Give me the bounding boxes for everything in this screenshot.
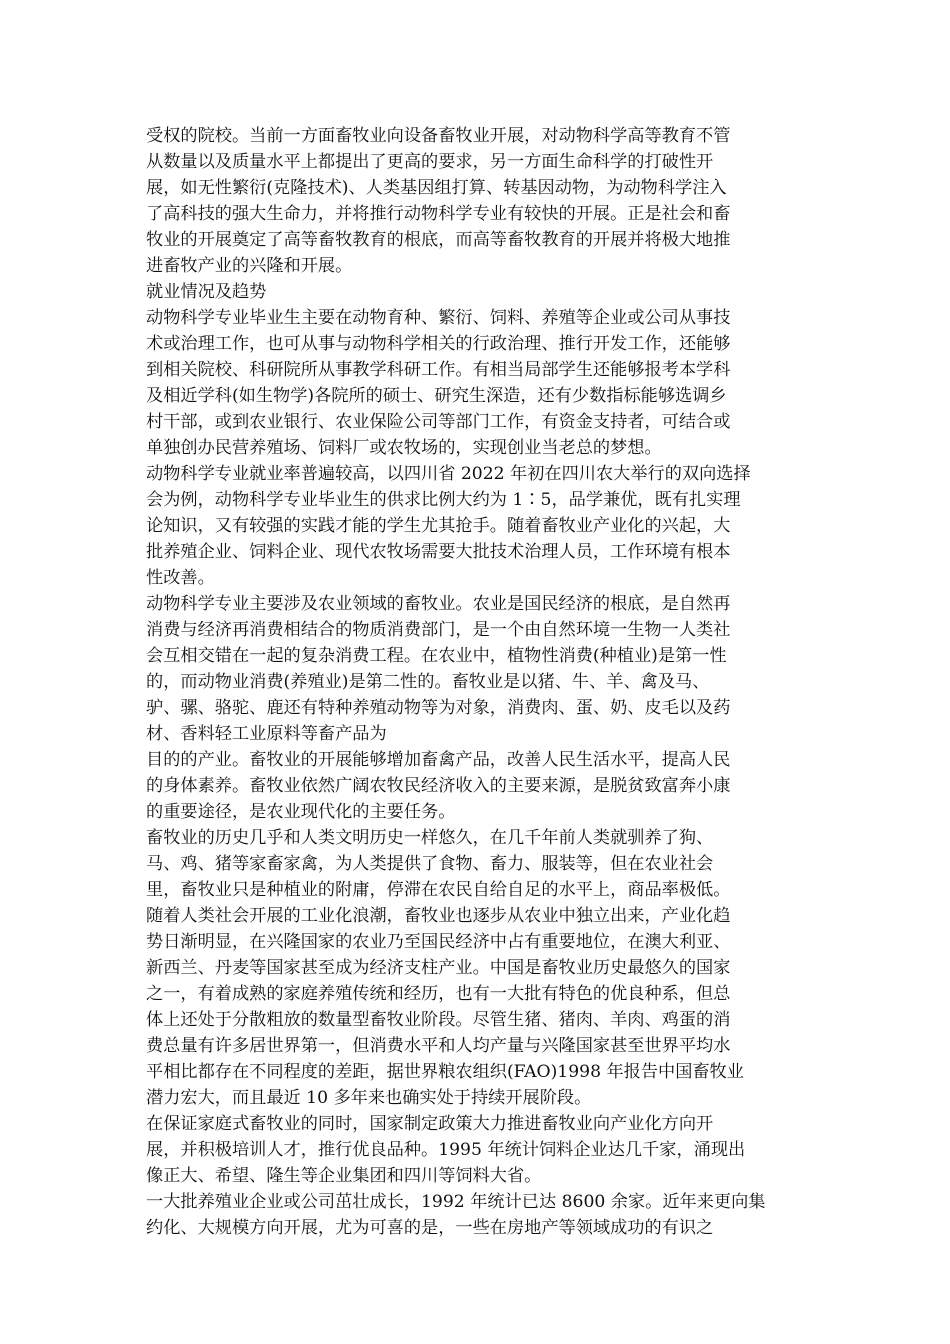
text-line: 的身体素养。畜牧业依然广阔农牧民经济收入的主要来源，是脱贫致富奔小康 — [146, 776, 731, 796]
section-heading: 就业情况及趋势 — [146, 282, 267, 302]
text-line: 马、鸡、猪等家畜家禽，为人类提供了食物、畜力、服装等，但在农业社会 — [146, 854, 714, 874]
text-line: 新西兰、丹麦等国家甚至成为经济支柱产业。中国是畜牧业历史最悠久的国家 — [146, 958, 731, 978]
text-line: 驴、骡、骆驼、鹿还有特种养殖动物等为对象，消费肉、蛋、奶、皮毛以及药 — [146, 698, 731, 718]
text-line: 平相比都存在不同程度的差距，据世界粮农组织(FAO)1998 年报告中国畜牧业 — [146, 1062, 744, 1082]
document-page — [146, 123, 810, 1241]
text-line: 目的的产业。畜牧业的开展能够增加畜禽产品，改善人民生活水平，提高人民 — [146, 750, 731, 770]
text-line: 畜牧业的历史几乎和人类文明历史一样悠久，在几千年前人类就驯养了狗、 — [146, 828, 714, 848]
text-line: 单独创办民营养殖场、饲料厂或农牧场的，实现创业当老总的梦想。 — [146, 438, 662, 458]
text-line: 会为例，动物科学专业毕业生的供求比例大约为 1∶5，品学兼优，既有扎实理 — [146, 490, 741, 510]
text-line: 到相关院校、科研院所从事教学科研工作。有相当局部学生还能够报考本学科 — [146, 360, 731, 380]
text-line: 从数量以及质量水平上都提出了更高的要求，另一方面生命科学的打破性开 — [146, 152, 714, 172]
text-line: 性改善。 — [146, 568, 215, 588]
text-line: 的重要途径，是农业现代化的主要任务。 — [146, 802, 456, 822]
text-line: 材、香料轻工业原料等畜产品为 — [146, 724, 387, 744]
text-line: 消费与经济再消费相结合的物质消费部门，是一个由自然环境一生物一人类社 — [146, 620, 731, 640]
text-line: 受权的院校。当前一方面畜牧业向设备畜牧业开展，对动物科学高等教育不管 — [146, 126, 731, 146]
text-line: 势日渐明显，在兴隆国家的农业乃至国民经济中占有重要地位，在澳大利亚、 — [146, 932, 731, 952]
text-line: 展，如无性繁衍(克隆技术)、人类基因组打算、转基因动物，为动物科学注入 — [146, 178, 727, 198]
text-line: 潜力宏大，而且最近 10 多年来也确实处于持续开展阶段。 — [146, 1088, 592, 1108]
text-line: 村干部，或到农业银行、农业保险公司等部门工作，有资金支持者，可结合或 — [146, 412, 731, 432]
text-line: 术或治理工作，也可从事与动物科学相关的行政治理、推行开发工作，还能够 — [146, 334, 731, 354]
text-line: 展，并积极培训人才，推行优良品种。1995 年统计饲料企业达几千家，涌现出 — [146, 1140, 746, 1160]
text-line: 动物科学专业毕业生主要在动物育种、繁衍、饲料、养殖等企业或公司从事技 — [146, 308, 731, 328]
text-line: 费总量有许多居世界第一，但消费水平和人均产量与兴隆国家甚至世界平均水 — [146, 1036, 731, 1056]
text-line: 在保证家庭式畜牧业的同时，国家制定政策大力推进畜牧业向产业化方向开 — [146, 1114, 714, 1134]
text-line: 动物科学专业主要涉及农业领域的畜牧业。农业是国民经济的根底，是自然再 — [146, 594, 731, 614]
text-line: 约化、大规模方向开展，尤为可喜的是，一些在房地产等领域成功的有识之 — [146, 1218, 714, 1238]
text-line: 体上还处于分散粗放的数量型畜牧业阶段。尽管生猪、猪肉、羊肉、鸡蛋的消 — [146, 1010, 731, 1030]
text-line: 了高科技的强大生命力，并将推行动物科学专业有较快的开展。正是社会和畜 — [146, 204, 731, 224]
text-line: 像正大、希望、隆生等企业集团和四川等饲料大省。 — [146, 1166, 542, 1186]
text-line: 及相近学科(如生物学)各院所的硕士、研究生深造，还有少数指标能够选调乡 — [146, 386, 727, 406]
text-line: 进畜牧产业的兴隆和开展。 — [146, 256, 353, 276]
text-line: 牧业的开展奠定了高等畜牧教育的根底，而高等畜牧教育的开展并将极大地推 — [146, 230, 731, 250]
text-line: 之一，有着成熟的家庭养殖传统和经历，也有一大批有特色的优良种系，但总 — [146, 984, 731, 1004]
text-line: 的，而动物业消费(养殖业)是第二性的。畜牧业是以猪、牛、羊、禽及马、 — [146, 672, 710, 692]
text-line: 随着人类社会开展的工业化浪潮，畜牧业也逐步从农业中独立出来，产业化趋 — [146, 906, 731, 926]
text-line: 动物科学专业就业率普遍较高，以四川省 2022 年初在四川农大举行的双向选择 — [146, 464, 751, 484]
text-line: 会互相交错在一起的复杂消费工程。在农业中，植物性消费(种植业)是第一性 — [146, 646, 727, 666]
text-line: 论知识，又有较强的实践才能的学生尤其抢手。随着畜牧业产业化的兴起，大 — [146, 516, 731, 536]
text-line: 批养殖企业、饲料企业、现代农牧场需要大批技术治理人员，工作环境有根本 — [146, 542, 731, 562]
text-line: 里，畜牧业只是种植业的附庸，停滞在农民自给自足的水平上，商品率极低。 — [146, 880, 731, 900]
text-line: 一大批养殖业企业或公司茁壮成长，1992 年统计已达 8600 余家。近年来更向集 — [146, 1192, 766, 1212]
